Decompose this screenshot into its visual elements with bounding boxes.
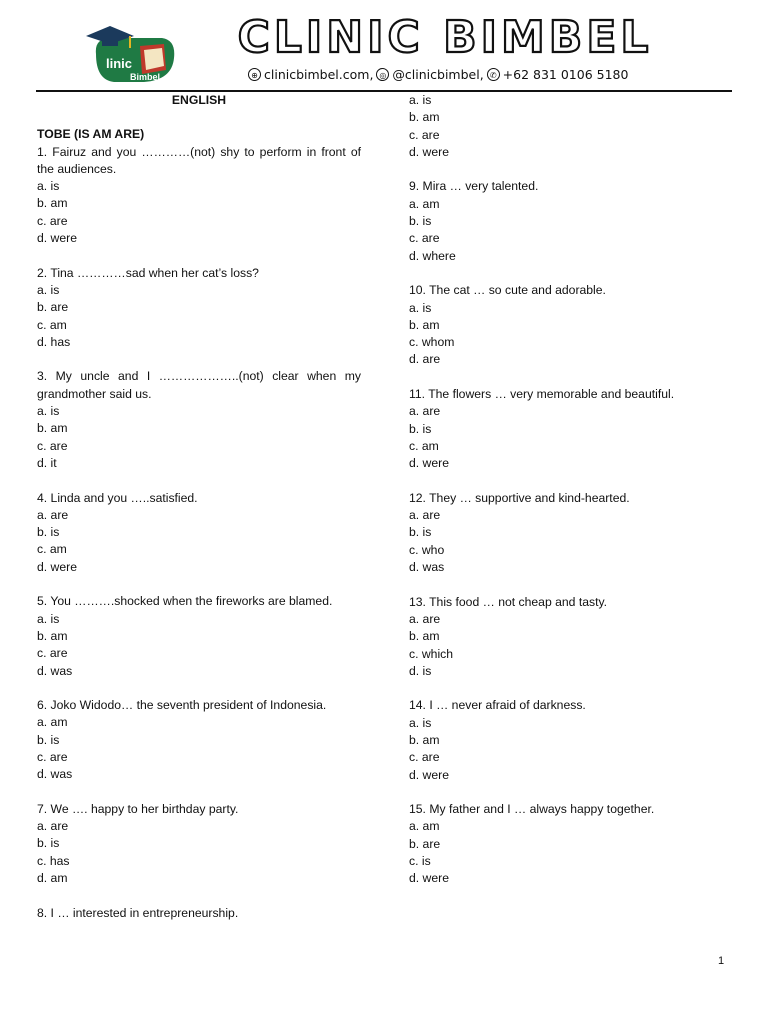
contact-line <box>248 67 648 82</box>
question-text: 12. They … supportive and kind-hearted. <box>409 490 630 505</box>
option: d. where <box>409 248 456 263</box>
question-block <box>37 801 361 887</box>
option: b. am <box>409 317 440 332</box>
option: a. is <box>409 93 432 107</box>
question-block <box>409 594 733 680</box>
question-text: 6. Joko Widodo… the seventh president of Indonesia. <box>37 698 327 713</box>
option: a. am <box>409 196 440 211</box>
whatsapp-icon: ✆ <box>487 68 500 81</box>
option: c. am <box>409 438 439 453</box>
option: c. are <box>37 213 68 228</box>
question-block <box>37 697 361 783</box>
question-text: 7. We …. happy to her birthday party. <box>37 801 239 816</box>
question-block <box>37 593 361 679</box>
option: b. is <box>409 214 432 229</box>
option: d. were <box>409 871 449 886</box>
option: c. are <box>409 231 440 246</box>
option: c. who <box>409 542 445 557</box>
brand-title: CLINIC BIMBEL <box>237 12 653 63</box>
option: a. are <box>409 611 441 626</box>
question-block <box>409 282 733 368</box>
option: a. is <box>409 715 432 730</box>
option: b. is <box>37 525 60 540</box>
option: c. are <box>409 750 440 765</box>
option: d. am <box>37 871 68 886</box>
option: a. are <box>37 819 69 834</box>
option: b. is <box>37 836 60 851</box>
left-question-list <box>37 144 361 922</box>
option: d. was <box>409 560 445 575</box>
option: c. are <box>37 749 68 764</box>
question-block <box>37 265 361 351</box>
clinic-bimbel-logo <box>84 24 184 88</box>
question-block <box>37 905 361 922</box>
option: a. is <box>37 611 60 626</box>
question-text: 13. This food … not cheap and tasty. <box>409 594 608 609</box>
option: d. were <box>37 231 77 246</box>
question-text: 3. My uncle and I ………………..(not) clear when my grandmother said us. <box>37 369 361 401</box>
option: b. is <box>409 525 432 540</box>
option: d. it <box>37 455 57 470</box>
option: b. are <box>37 300 69 315</box>
instagram-text: @clinicbimbel, <box>392 67 484 82</box>
svg-text:Bimbel: Bimbel <box>130 72 161 82</box>
option: a. are <box>37 507 69 522</box>
question-block <box>409 801 733 887</box>
option: a. is <box>37 282 60 297</box>
option: b. am <box>37 196 68 211</box>
option: b. am <box>409 110 440 125</box>
right-column <box>409 92 733 905</box>
option: a. am <box>409 819 440 834</box>
question-block <box>409 386 733 472</box>
option: c. is <box>409 854 431 869</box>
option: b. is <box>37 732 60 747</box>
option: d. were <box>409 767 449 782</box>
option: d. was <box>37 767 73 782</box>
option: c. which <box>409 646 454 661</box>
option: d. is <box>409 663 432 678</box>
globe-icon: ⊕ <box>248 68 261 81</box>
option: b. am <box>409 732 440 747</box>
option: c. are <box>409 127 440 142</box>
option: d. has <box>37 334 71 349</box>
option: c. am <box>37 317 67 332</box>
option: b. am <box>37 628 68 643</box>
phone-text: +62 831 0106 5180 <box>502 67 629 82</box>
page-number: 1 <box>718 955 725 967</box>
option: b. am <box>37 421 68 436</box>
option: b. am <box>409 629 440 644</box>
option: a. is <box>37 404 60 419</box>
question-text: 9. Mira … very talented. <box>409 179 539 194</box>
option: c. am <box>37 542 67 557</box>
option: d. were <box>409 456 449 471</box>
option: a. are <box>409 404 441 419</box>
left-column <box>37 92 361 939</box>
section-heading: TOBE (IS AM ARE) <box>37 127 145 142</box>
question-text: 4. Linda and you …..satisfied. <box>37 490 198 505</box>
svg-text:linic: linic <box>106 56 133 71</box>
option: a. are <box>409 508 441 523</box>
option: d. was <box>37 663 73 678</box>
question-text: 8. I … interested in entrepreneurship. <box>37 905 239 920</box>
option: a. is <box>37 179 60 194</box>
option: c. has <box>37 853 70 868</box>
question-text: 5. You ……….shocked when the fireworks are blamed. <box>37 594 333 609</box>
question-text: 14. I … never afraid of darkness. <box>409 698 586 713</box>
question-text: 1. Fairuz and you …………(not) shy to perform in front of the audiences. <box>37 144 361 176</box>
right-question-list <box>409 178 733 887</box>
option: d. were <box>37 559 77 574</box>
question-text: 2. Tina …………sad when her cat’s loss? <box>37 265 259 280</box>
option: c. are <box>37 646 68 661</box>
question-block <box>37 144 361 248</box>
question-block <box>37 368 361 472</box>
option: a. is <box>409 300 432 315</box>
question-block <box>37 490 361 576</box>
question-text: 10. The cat … so cute and adorable. <box>409 283 606 298</box>
option: c. whom <box>409 335 455 350</box>
page-header <box>0 0 768 92</box>
question-block <box>409 178 733 264</box>
option: b. are <box>409 836 441 851</box>
question-8-options <box>409 92 733 161</box>
question-block <box>409 490 733 576</box>
question-text: 15. My father and I … always happy together. <box>409 802 655 817</box>
website-text: clinicbimbel.com, <box>264 67 374 82</box>
subject-title: ENGLISH <box>171 93 227 107</box>
option: d. were <box>409 144 449 159</box>
question-block <box>409 697 733 783</box>
option: a. am <box>37 715 68 730</box>
option: d. are <box>409 352 441 367</box>
question-text: 11. The flowers … very memorable and beautiful. <box>409 387 675 402</box>
option: c. are <box>37 438 68 453</box>
option: b. is <box>409 421 432 436</box>
instagram-icon: ◎ <box>376 68 389 81</box>
